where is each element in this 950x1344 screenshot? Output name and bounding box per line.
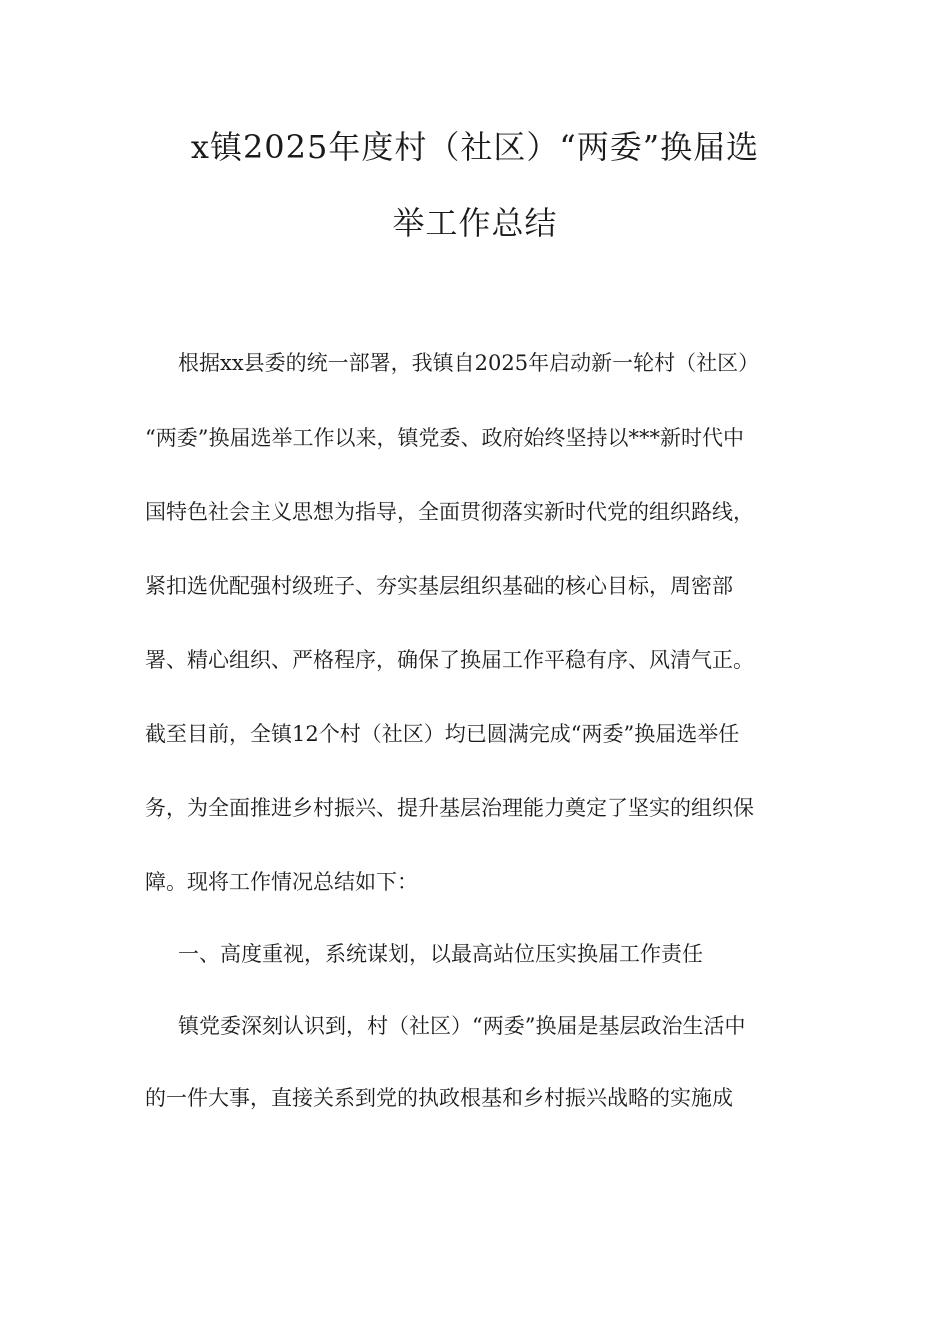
- paragraph-line: 的一件大事，直接关系到党的执政根基和乡村振兴战略的实施成: [145, 1086, 733, 1110]
- paragraph-line: 务，为全面推进乡村振兴、提升基层治理能力奠定了坚实的组织保: [145, 796, 754, 820]
- paragraph-line: 截至目前，全镇12个村（社区）均已圆满完成“两委”换届选举任: [145, 722, 740, 746]
- paragraph-line: 国特色社会主义思想为指导，全面贯彻落实新时代党的组织路线，: [145, 500, 754, 524]
- paragraph-line: 障。现将工作情况总结如下：: [145, 870, 418, 894]
- section-heading: 一、高度重视，系统谋划，以最高站位压实换届工作责任: [178, 942, 703, 966]
- document-title-line-2: 举工作总结: [392, 204, 558, 242]
- paragraph-line: 镇党委深刻认识到，村（社区）“两委”换届是基层政治生活中: [178, 1014, 746, 1038]
- paragraph-line: “两委”换届选举工作以来，镇党委、政府始终坚持以***新时代中: [145, 426, 744, 450]
- paragraph-line: 根据xx县委的统一部署，我镇自2025年启动新一轮村（社区）: [178, 351, 760, 375]
- document-title-line-1: x镇2025年度村（社区）“两委”换届选: [190, 128, 760, 166]
- paragraph-line: 紧扣选优配强村级班子、夯实基层组织基础的核心目标，周密部: [145, 574, 733, 598]
- paragraph-line: 署、精心组织、严格程序，确保了换届工作平稳有序、风清气正。: [145, 648, 754, 672]
